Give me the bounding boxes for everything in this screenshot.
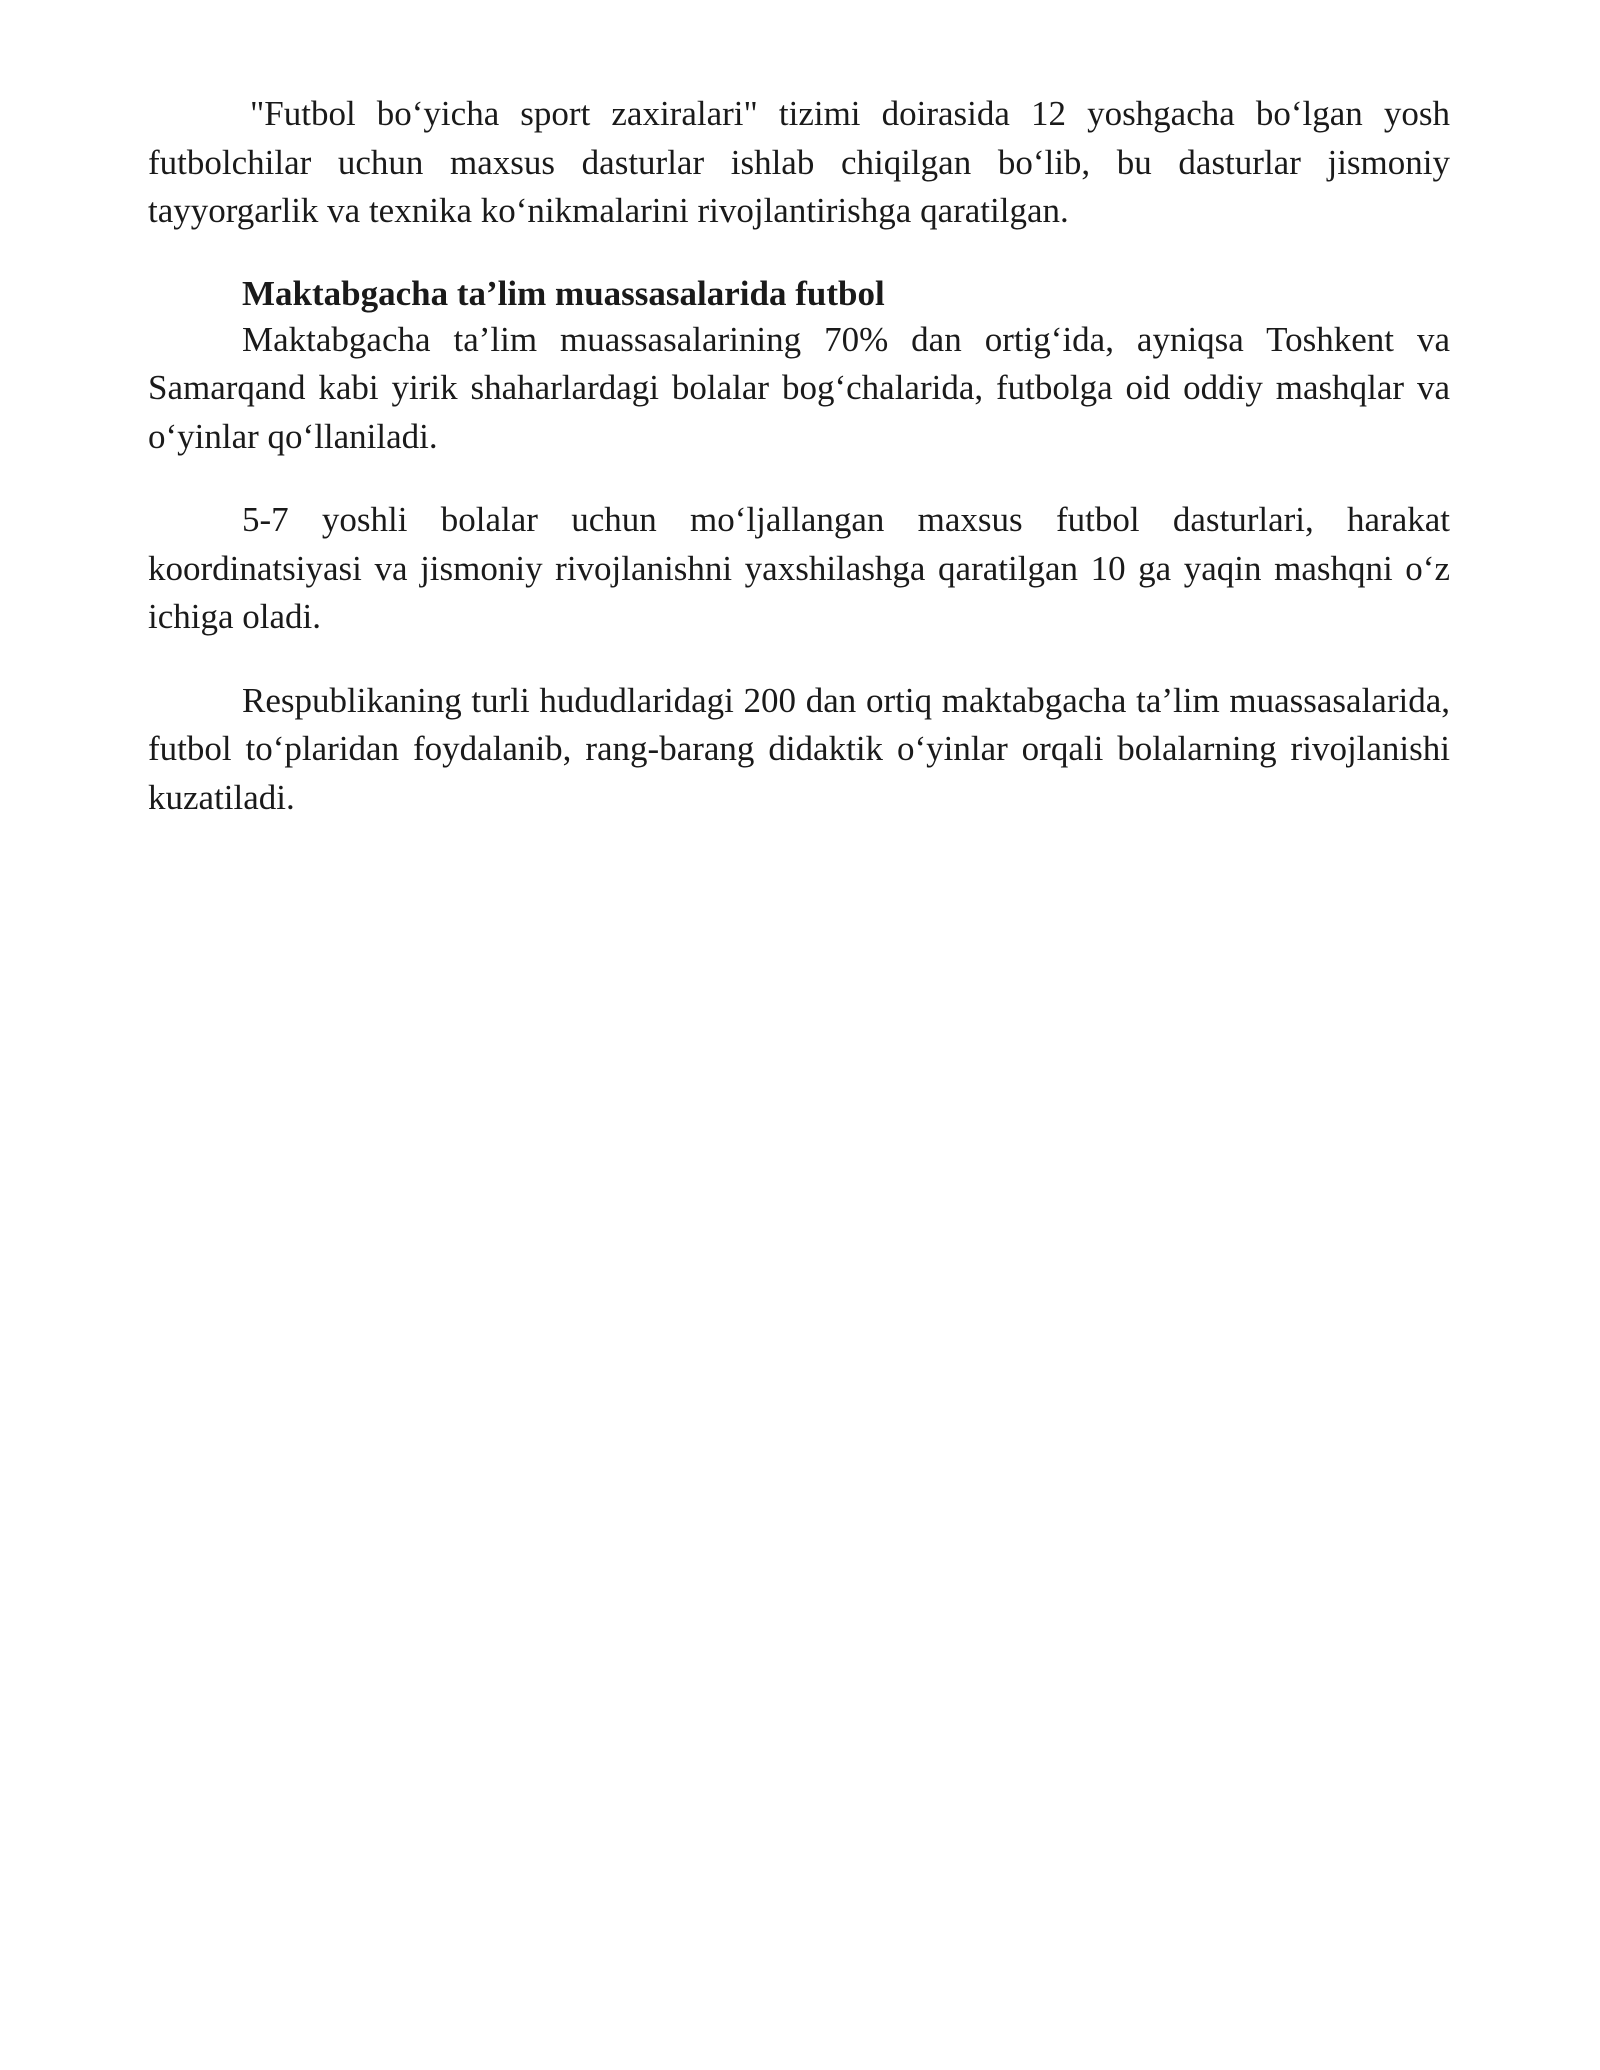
paragraph-age-programs: 5-7 yoshli bolalar uchun mo‘ljallangan maxsus futbol dasturlari, harakat koordinatsiyasi va jismoniy rivojlanishni yaxshilashga qaratilgan 10 ga yaqin mashqni o‘z ichiga oladi. [148, 500, 1450, 636]
section-heading: Maktabgacha ta’lim muassasalarida futbol [242, 273, 885, 313]
paragraph-didactic-games: Respublikaning turli hududlaridagi 200 dan ortiq maktabgacha ta’lim muassasalarida, futbol to‘plaridan foydalanib, rang-barang didaktik o‘yinlar orqali bolalarning rivojlanishi kuzatiladi. [148, 680, 1450, 817]
paragraph-preschool-share: Maktabgacha ta’lim muassasalarining 70% dan ortig‘ida, ayniqsa Toshkent va Samarqand kabi yirik shaharlardagi bolalar bog‘chalarida, futbolga oid oddiy mashqlar va o‘yinlar qo‘llaniladi. [148, 319, 1450, 456]
paragraph-sport-reserves: "Futbol bo‘yicha sport zaxiralari" tizimi doirasida 12 yoshgacha bo‘lgan yosh futbolchilar uchun maxsus dasturlar ishlab chiqilgan bo‘lib, bu dasturlar jismoniy tayyorgarlik va texnika ko‘nikmalarini rivojlantirishga qaratilgan. [148, 94, 1450, 230]
document-body [148, 90, 1450, 822]
